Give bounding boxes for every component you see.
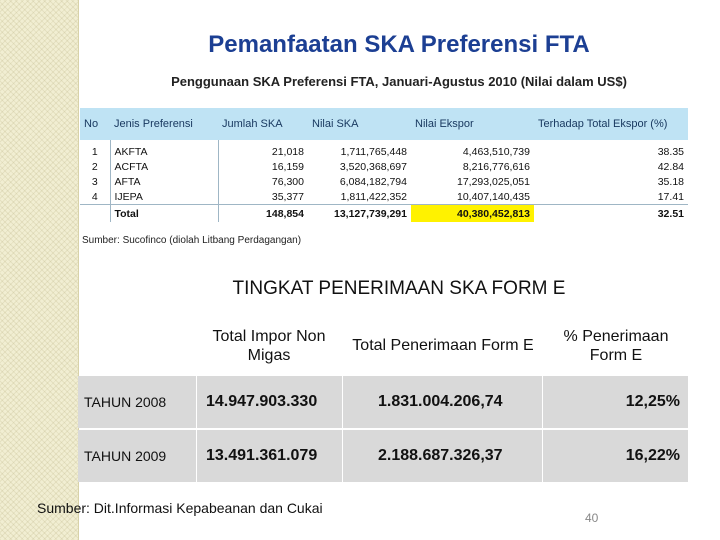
cell-impor: 13.491.361.079 [206, 447, 318, 464]
col-header-jumlah: Jumlah SKA [218, 108, 308, 140]
column-divider [196, 376, 197, 490]
cell-nilai-ska: 1,711,765,448 [340, 145, 407, 158]
total-nilai-ska: 13,127,739,291 [308, 205, 411, 223]
table-row [78, 376, 688, 428]
cell-penerimaan: 1.831.004.206,74 [378, 393, 503, 410]
cell-persen: 12,25% [625, 393, 680, 410]
total-nilai-ekspor: 40,380,452,813 [411, 205, 534, 223]
col-header-nilai-ekspor: Nilai Ekspor [411, 108, 534, 140]
col-header-penerimaan: Total Penerimaan Form E [344, 318, 542, 374]
cell-nilai-ska: 1,811,422,352 [340, 190, 407, 203]
total-persen: 32.51 [534, 205, 688, 223]
col-header-impor: Total Impor Non Migas [196, 318, 342, 374]
col-header-persen: Terhadap Total Ekspor (%) [534, 108, 688, 140]
form-e-table [78, 318, 688, 490]
decorative-sidebar [0, 0, 79, 540]
cell-no: 4 [91, 190, 98, 203]
col-header-nilai-ska: Nilai SKA [308, 108, 411, 140]
table-row [80, 159, 688, 174]
cell-jumlah: 21,018 [218, 140, 308, 159]
total-jumlah: 148,854 [218, 205, 308, 223]
table1-source: Sumber: Sucofinco (diolah Litbang Perdagangan) [82, 235, 302, 246]
cell-nilai-ekspor: 4,463,510,739 [462, 145, 530, 158]
cell-jumlah: 16,159 [218, 159, 308, 174]
table-row [78, 430, 688, 482]
cell-jumlah: 35,377 [218, 189, 308, 205]
slide-title: Pemanfaatan SKA Preferensi FTA [208, 31, 590, 58]
cell-persen: 38.35 [657, 145, 684, 158]
col-header-jenis: Jenis Preferensi [110, 108, 218, 140]
cell-nilai-ekspor: 10,407,140,435 [457, 190, 530, 203]
section-heading: TINGKAT PENERIMAAN SKA FORM E [232, 278, 566, 299]
cell-persen: 35.18 [657, 175, 684, 188]
column-divider [542, 376, 543, 490]
cell-jenis: AFTA [110, 174, 218, 189]
column-divider [342, 376, 343, 490]
table-row [80, 189, 688, 205]
col-header-no: No [80, 108, 110, 140]
table1-caption: Penggunaan SKA Preferensi FTA, Januari-Agustus 2010 (Nilai dalam US$) [171, 74, 627, 89]
cell-nilai-ekspor: 17,293,025,051 [457, 175, 530, 188]
cell-nilai-ska: 3,520,368,697 [339, 160, 407, 173]
cell-jumlah: 76,300 [218, 174, 308, 189]
cell-no: 1 [91, 145, 98, 158]
col-header-persen: % Penerimaan Form E [544, 318, 688, 374]
cell-nilai-ska: 6,084,182,794 [339, 175, 407, 188]
cell-persen: 17.41 [657, 190, 684, 203]
row-label: TAHUN 2009 [84, 448, 167, 464]
cell-no: 3 [91, 175, 98, 188]
cell-empty [80, 205, 110, 223]
total-row [80, 205, 688, 223]
cell-jenis: IJEPA [110, 189, 218, 205]
cell-jenis: AKFTA [110, 140, 218, 159]
cell-no: 2 [91, 160, 98, 173]
cell-jenis: ACFTA [110, 159, 218, 174]
page-number: 40 [585, 511, 599, 525]
table-row [80, 140, 688, 159]
cell-nilai-ekspor: 8,216,776,616 [462, 160, 530, 173]
cell-persen: 42.84 [657, 160, 684, 173]
cell-impor: 14.947.903.330 [206, 393, 318, 410]
row-label: TAHUN 2008 [84, 394, 167, 410]
cell-persen: 16,22% [625, 447, 680, 464]
table-header-row [80, 108, 688, 140]
total-label: Total [110, 205, 218, 223]
cell-penerimaan: 2.188.687.326,37 [378, 447, 503, 464]
ska-usage-table [80, 108, 688, 222]
table2-source: Sumber: Dit.Informasi Kepabeanan dan Cukai [37, 500, 323, 516]
table-row [80, 174, 688, 189]
